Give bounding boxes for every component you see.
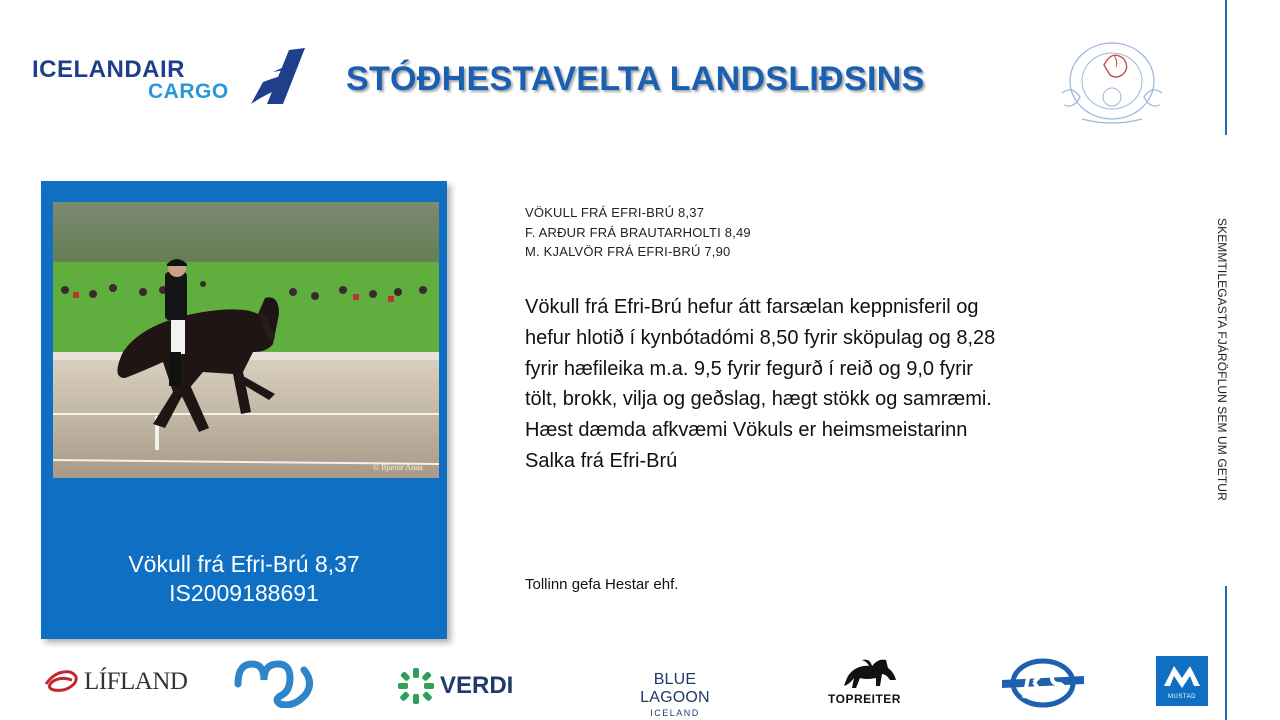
- pedigree-horse: VÖKULL FRÁ EFRI-BRÚ 8,37: [525, 205, 705, 220]
- donor-note: Tollinn gefa Hestar ehf.: [525, 576, 679, 593]
- icelandair-wing-icon: [243, 48, 307, 104]
- lifland-swirl-icon: [42, 662, 82, 700]
- logo-line1: ICELANDAIR: [32, 56, 185, 83]
- horse-rider-image: [53, 202, 439, 478]
- horse-card: [41, 181, 447, 639]
- mustad-mountain-icon: [1156, 656, 1208, 692]
- landssamband-seal-icon: [1052, 35, 1172, 127]
- sponsor-lifland-logo: [42, 662, 188, 700]
- horse-caption: [41, 550, 447, 608]
- sponsor-verdi-logo: [396, 666, 520, 706]
- divider-line-top: [1225, 0, 1227, 135]
- sponsor-ms-logo: [234, 658, 316, 708]
- page-title: STÓÐHESTAVELTA LANDSLIÐSINS: [346, 60, 925, 98]
- blue-lagoon-subtitle: ICELAND: [650, 708, 700, 718]
- logo-line2: CARGO: [148, 80, 229, 103]
- side-tagline: SKEMMTILEGASTA FJÁRÖFLUN SEM UM GETUR: [1215, 218, 1229, 501]
- pedigree-mother: M. KJALVÖR FRÁ EFRI-BRÚ 7,90: [525, 244, 731, 259]
- sponsor-ks-logo: [1000, 658, 1086, 708]
- divider-line-bottom: [1225, 586, 1227, 720]
- ks-emblem-icon: [1000, 658, 1086, 708]
- description-paragraph-1: Vökull frá Efri-Brú hefur átt farsælan keppnisferil og hefur hlotið í kynbótadómi 8,50 fyrir sköpulag og 8,28 fyrir hæfileika m.a. 9,5 fyrir fegurð í reið og 9,0 fyrir tölt, brokk, vilja og geðslag, hægt stökk og samræmi.: [525, 296, 996, 411]
- sponsor-mustad-logo: [1156, 656, 1208, 706]
- sponsor-blue-lagoon-logo: [620, 671, 730, 718]
- pedigree-block: [525, 203, 751, 262]
- verdi-star-icon: [396, 666, 436, 706]
- blue-lagoon-wordmark: BLUE LAGOON: [640, 671, 710, 706]
- caption-name: Vökull frá Efri-Brú 8,37: [128, 551, 360, 577]
- topreiter-wordmark: TOPREITER: [828, 692, 901, 706]
- icelandair-cargo-logo: [32, 48, 307, 104]
- topreiter-horse-icon: [826, 654, 918, 692]
- description-paragraph-2: Hæst dæmda afkvæmi Vökuls er heimsmeistarinn Salka frá Efri-Brú: [525, 419, 968, 472]
- svg-text:© Bjarnir Anna: © Bjarnir Anna: [373, 463, 423, 472]
- verdi-wordmark: VERDI: [440, 672, 514, 699]
- lifland-wordmark: LÍFLAND: [84, 668, 188, 695]
- pedigree-father: F. ARÐUR FRÁ BRAUTARHOLTI 8,49: [525, 224, 751, 240]
- caption-id: IS2009188691: [169, 580, 319, 606]
- horse-photo: [53, 202, 439, 478]
- mustad-wordmark: MUSTAD: [1168, 694, 1196, 700]
- sponsor-topreiter-logo: [826, 654, 918, 706]
- ms-monogram-icon: [234, 658, 316, 708]
- description-block: [525, 292, 1005, 477]
